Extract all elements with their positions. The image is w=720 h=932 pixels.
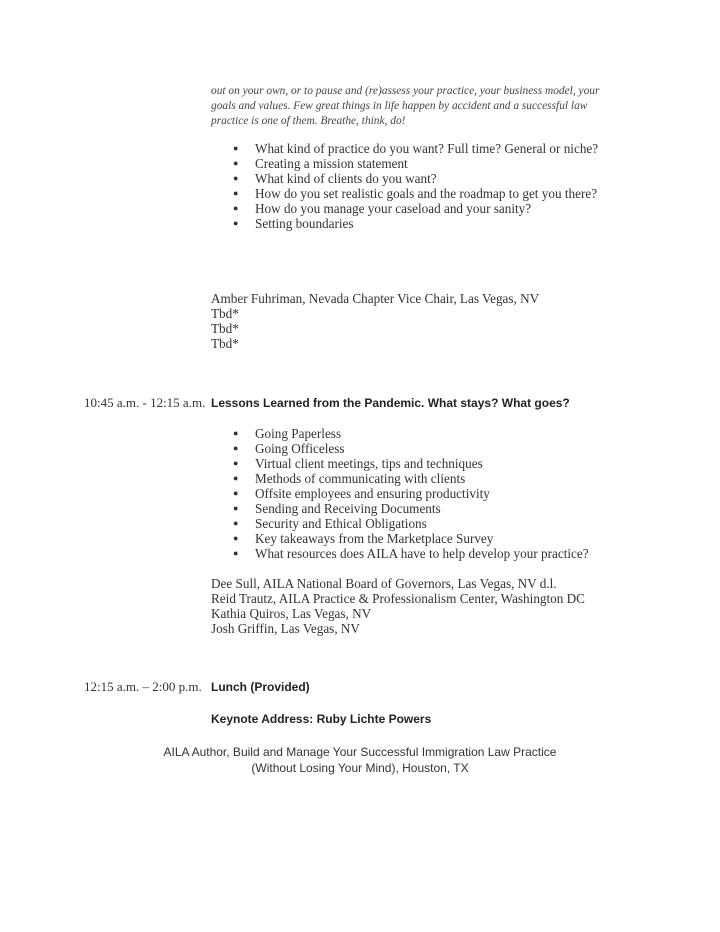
list-item: ● Key takeaways from the Marketplace Survey bbox=[233, 531, 589, 546]
section1-speakers bbox=[211, 291, 539, 351]
section1-topic-list bbox=[233, 141, 598, 231]
list-item: ● What kind of practice do you want? Full time? General or niche? bbox=[233, 141, 598, 156]
list-item: ● Security and Ethical Obligations bbox=[233, 516, 589, 531]
list-item: ● Going Officeless bbox=[233, 441, 589, 456]
speaker-line: Tbd* bbox=[211, 306, 239, 321]
speaker-line: Josh Griffin, Las Vegas, NV bbox=[211, 621, 360, 636]
section2-speakers bbox=[211, 576, 585, 636]
speaker-line: Tbd* bbox=[211, 321, 239, 336]
list-item: ● Creating a mission statement bbox=[233, 156, 598, 171]
section2-topic-list bbox=[233, 426, 589, 561]
list-item: ● How do you manage your caseload and your sanity? bbox=[233, 201, 598, 216]
session-time: 12:15 a.m. – 2:00 p.m. bbox=[84, 679, 202, 694]
list-item: ● Offsite employees and ensuring productivity bbox=[233, 486, 589, 501]
list-item: ● Going Paperless bbox=[233, 426, 589, 441]
speaker-line: Reid Trautz, AILA Practice & Professionalism Center, Washington DC bbox=[211, 591, 585, 606]
keynote-description-line: AILA Author, Build and Manage Your Successful Immigration Law Practice bbox=[163, 745, 557, 759]
speaker-line: Kathia Quiros, Las Vegas, NV bbox=[211, 606, 372, 621]
list-item: ● How do you set realistic goals and the roadmap to get you there? bbox=[233, 186, 598, 201]
session-time: 10:45 a.m. - 12:15 a.m. bbox=[84, 395, 206, 410]
list-item: ● Setting boundaries bbox=[233, 216, 598, 231]
keynote-description-line: (Without Losing Your Mind), Houston, TX bbox=[251, 761, 469, 775]
list-item: ● Sending and Receiving Documents bbox=[233, 501, 589, 516]
list-item: ● Virtual client meetings, tips and techniques bbox=[233, 456, 589, 471]
session-title: Lunch (Provided) bbox=[211, 680, 310, 694]
speaker-line: Amber Fuhriman, Nevada Chapter Vice Chair, Las Vegas, NV bbox=[211, 291, 540, 306]
list-item: ● What kind of clients do you want? bbox=[233, 171, 598, 186]
keynote-description bbox=[90, 744, 630, 776]
list-item: ● What resources does AILA have to help develop your practice? bbox=[233, 546, 589, 561]
intro-paragraph: out on your own, or to pause and (re)assess your practice, your business model, your goals and values. Few great things in life happen by accident and a successful law practice is one of them. Breathe, think, do! bbox=[211, 85, 600, 127]
session-title: Lessons Learned from the Pandemic. What stays? What goes? bbox=[211, 396, 570, 410]
list-item: ● Methods of communicating with clients bbox=[233, 471, 589, 486]
keynote-heading: Keynote Address: Ruby Lichte Powers bbox=[211, 712, 432, 726]
speaker-line: Dee Sull, AILA National Board of Governors, Las Vegas, NV d.l. bbox=[211, 576, 557, 591]
speaker-line: Tbd* bbox=[211, 336, 239, 351]
